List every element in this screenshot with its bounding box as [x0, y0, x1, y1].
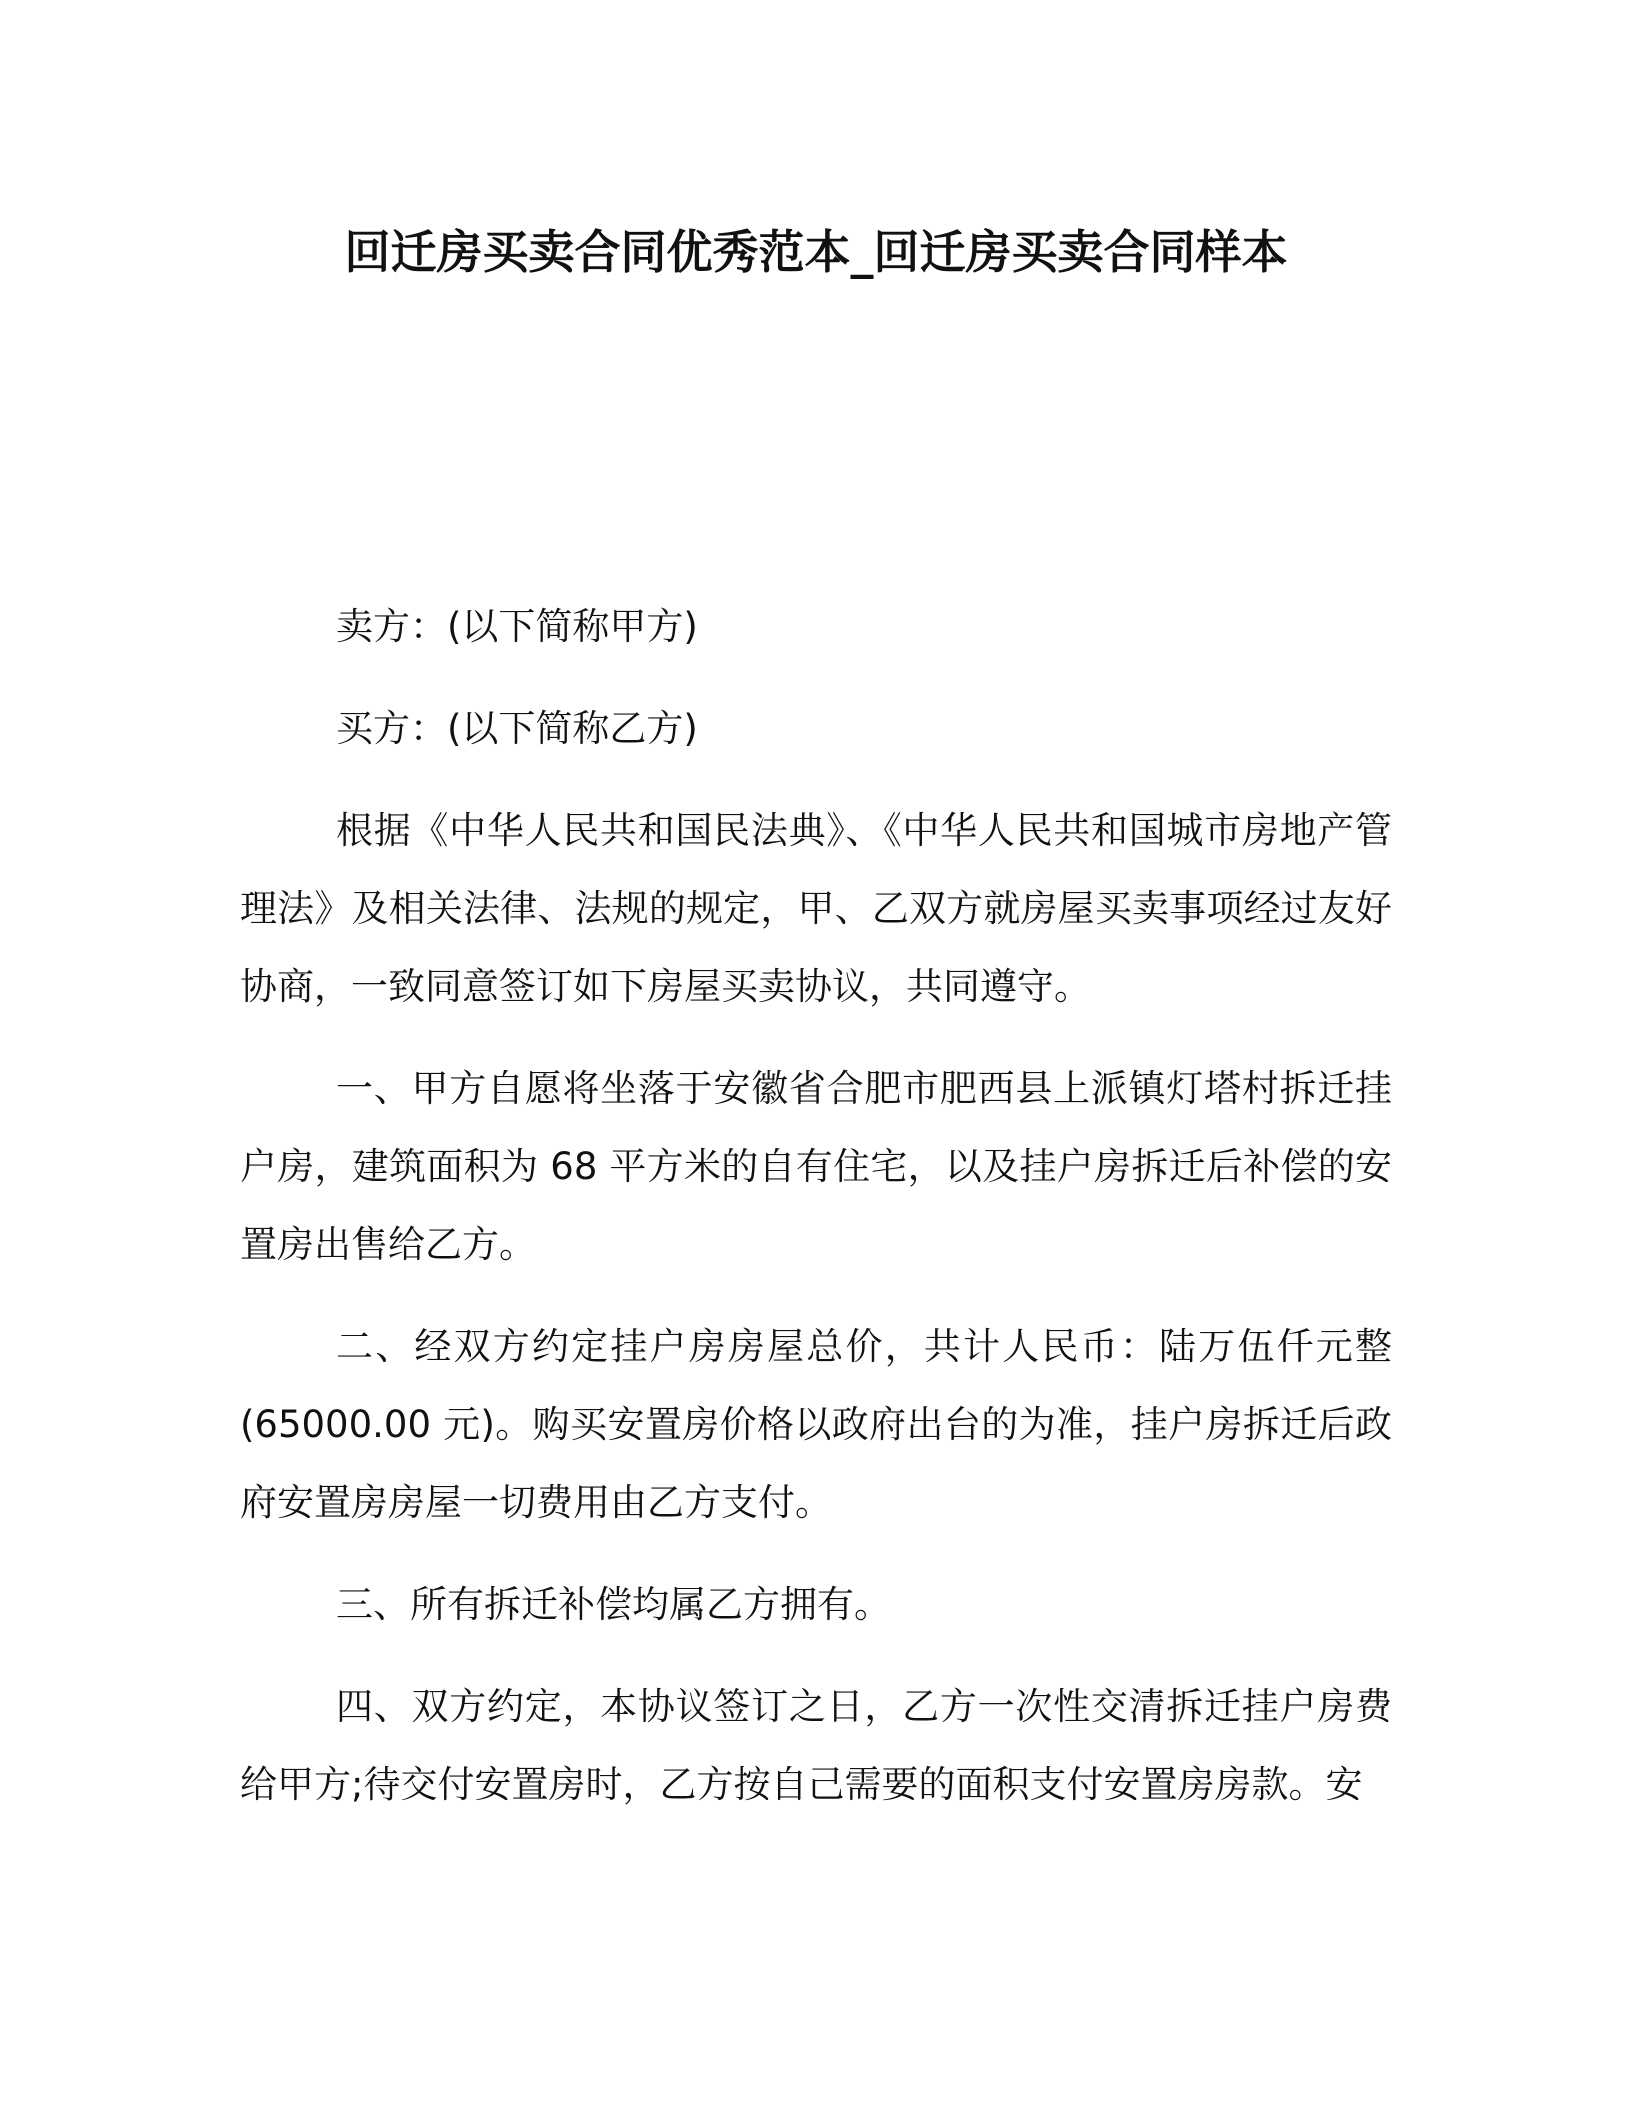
- clause-two: 二、经双方约定挂户房房屋总价，共计人民币：陆万伍仟元整(65000.00 元)。购买安置房价格以政府出台的为准，挂户房拆迁后政府安置房房屋一切费用由乙方支付。: [240, 1325, 1392, 1524]
- seller-line: 卖方：(以下简称甲方): [336, 605, 698, 648]
- buyer-line: 买方：(以下简称乙方): [336, 707, 698, 750]
- clause-four: 四、双方约定，本协议签订之日，乙方一次性交清拆迁挂户房费给甲方;待交付安置房时，乙方按自己需要的面积支付安置房房款。安: [240, 1685, 1392, 1806]
- document-body: [240, 588, 1392, 1848]
- legal-basis-paragraph: 根据《中华人民共和国民法典》、《中华人民共和国城市房地产管理法》及相关法律、法规的规定，甲、乙双方就房屋买卖事项经过友好协商，一致同意签订如下房屋买卖协议，共同遵守。: [240, 809, 1392, 1008]
- clause-three: 三、所有拆迁补偿均属乙方拥有。: [336, 1583, 891, 1626]
- clause-one: 一、甲方自愿将坐落于安徽省合肥市肥西县上派镇灯塔村拆迁挂户房，建筑面积为 68 平方米的自有住宅，以及挂户房拆迁后补偿的安置房出售给乙方。: [240, 1067, 1392, 1266]
- document-title: 回迁房买卖合同优秀范本_回迁房买卖合同样本: [344, 225, 1288, 279]
